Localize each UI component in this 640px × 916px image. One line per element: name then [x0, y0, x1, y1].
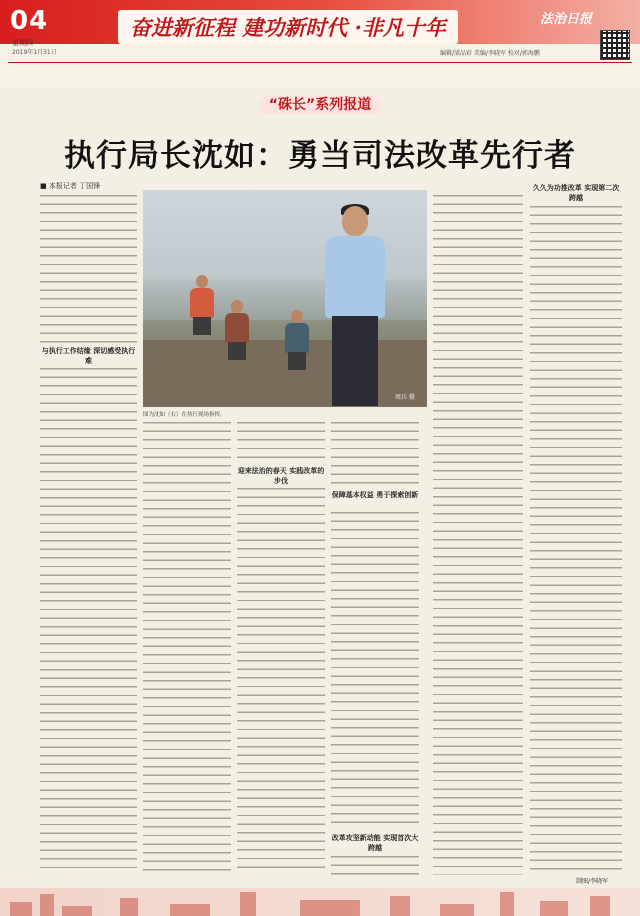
article-column-4c: [331, 856, 419, 875]
footer-skyline: [0, 888, 640, 916]
article-column-5a: [433, 195, 523, 875]
photo-caption: 图为沈如（右）在执行现场指挥。: [143, 412, 226, 418]
masthead-logo: 法治日报: [540, 12, 593, 27]
page-number: 04: [10, 6, 49, 36]
editors-line: 编辑/梁品彩 美编/李晓军 校对/郭海鹏: [440, 50, 540, 57]
photo-worker-1: [188, 275, 216, 335]
editor-note: 制图/李晓军: [576, 878, 609, 885]
article-column-6a: [530, 206, 622, 872]
subhead-4: 改革攻坚新动能 实现首次大跨越: [331, 834, 419, 852]
page-section: 星期四: [12, 39, 33, 47]
qr-code-icon: [600, 30, 630, 60]
article-column-1a: [40, 195, 137, 343]
article-column-4b: [331, 512, 419, 830]
photo-worker-2: [223, 300, 251, 360]
subhead-2: 迎来法治的春天 实践改革的步伐: [237, 467, 325, 485]
article-column-4a: [331, 422, 419, 487]
subhead-5: 久久为功推改革 实现第二次跨越: [530, 183, 622, 203]
photo-judge: [320, 206, 390, 406]
headline: 执行局长沈如：勇当司法改革先行者: [64, 138, 576, 174]
subhead-3: 保障基本权益 勇于探索创新: [331, 491, 419, 499]
series-label: [0, 94, 640, 114]
page-header: [0, 0, 640, 88]
article-photo: [143, 190, 427, 407]
article-column-2a: [143, 422, 231, 875]
article-column-3a: [237, 422, 325, 464]
page-date: 2019年1月31日: [12, 49, 57, 56]
subhead-1: 与执行工作结缘 深切感受执行难: [41, 347, 136, 365]
article-column-3b: [237, 488, 325, 875]
article-column-1b: [40, 368, 137, 875]
photo-worker-3: [283, 310, 311, 370]
photo-credit: 周兵 摄: [395, 394, 415, 401]
header-rule: [8, 62, 632, 63]
header-banner: 奋进新征程 建功新时代 ·非凡十年: [118, 10, 458, 44]
byline: ■ 本报记者 丁国锋: [40, 182, 101, 190]
series-label-text: “硃长”系列报道: [259, 96, 381, 114]
